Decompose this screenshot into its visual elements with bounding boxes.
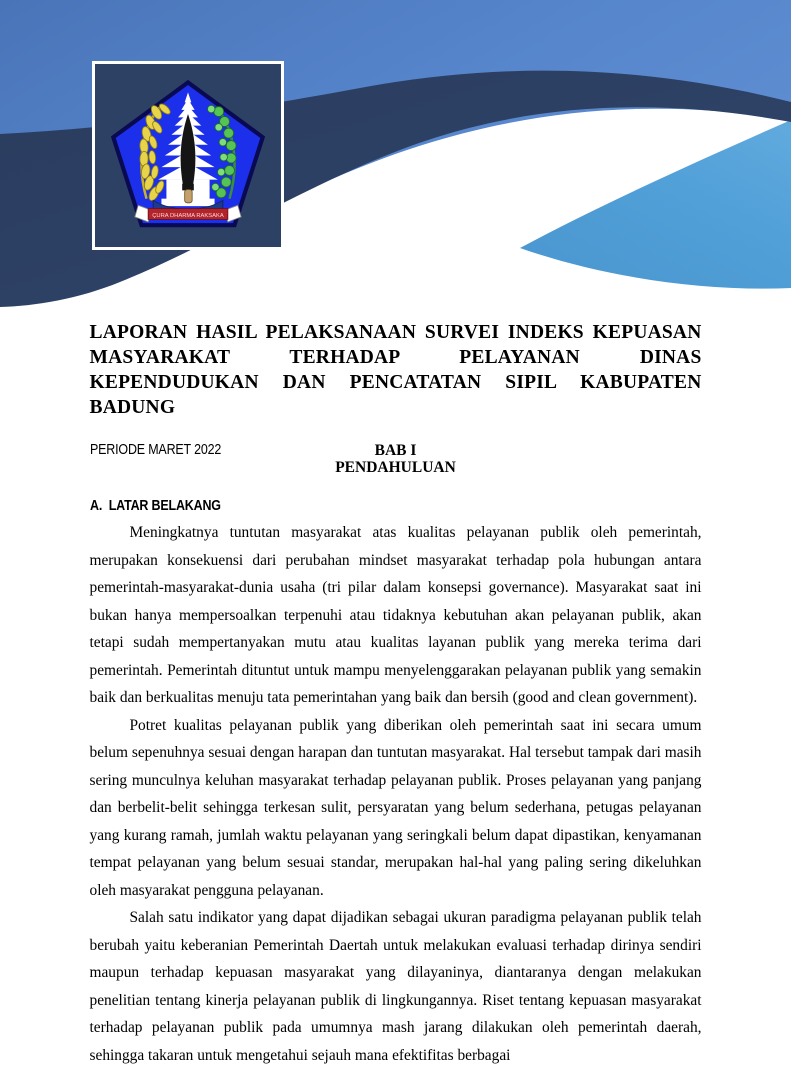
wave-layer-light (520, 120, 791, 289)
chapter-number: BAB I (374, 442, 417, 459)
emblem-frame (92, 61, 284, 250)
paragraph: Potret kualitas pelayanan publik yang diberikan oleh pemerintah saat ini secara umum belum sepenuhnya sesuai dengan harapan dan tuntutan masyarakat. Hal tersebut tampak dari masih sering munculnya keluhan masyarakat terhadap pelayanan publik. Proses pelayanan yang panjang dan berbelit-belit sehingga terkesan sulit, persyaratan yang belum sederhana, petugas pelayanan yang kurang ramah, jumlah waktu pelayanan yang seringkali belum dapat dipastikan, kenyamanan tempat pelayanan yang belum sesuai standar, merupakan hal-hal yang paling sering dikeluhkan oleh masyarakat pengguna pelayanan. (89, 716, 702, 899)
chapter-title: PENDAHULUAN (335, 459, 456, 476)
content-column (90, 320, 702, 1069)
period-label: PERIODE MARET 2022 (89, 442, 221, 458)
badung-regency-emblem-icon (105, 74, 271, 237)
document-body (0, 310, 791, 1069)
paragraph: Salah satu indikator yang dapat dijadikan sebagai ukuran paradigma pelayanan publik telah berubah yaitu keberanian Pemerintah Daertah untuk melakukan evaluasi terhadap dirinya sendiri maupun terhadap kepuasan masyarakat yang dilayaninya, diantaranya dengan melakukan penelitian tentang kinerja pelayanan publik di lingkungannya. Riset tentang kepuasan masyarakat terhadap pelayanan publik pada umumnya mash jarang dilakukan oleh pemerintah daerah, sehingga takaran untuk mengetahui sejauh mana efektifitas berbagai (89, 909, 702, 1064)
paragraph: Meningkatnya tuntutan masyarakat atas kualitas pelayanan publik oleh pemerintah, merupakan konsekuensi dari perubahan mindset masyarakat terhadap pola hubungan antara pemerintah-masyarakat-dunia usaha (tri pilar dalam konsepsi governance). Masyarakat saat ini bukan hanya mempersoalkan terpenuhi atau tidaknya kebutuhan akan pelayanan publik, akan tetapi sudah mempertanyakan mutu atau kualitas layanan publik yang mereka terima dari pemerintah. Pemerintah dituntut untuk mampu menyelenggarakan pelayanan publik yang semakin baik dan berkualitas menuju tata pemerintahan yang baik dan bersih (good and clean government). (89, 524, 702, 706)
emblem-motto-text: ÇURA DHARMA RAKSAKA (152, 212, 224, 219)
page-title: LAPORAN HASIL PELAKSANAAN SURVEI INDEKS KEPUASAN MASYARAKAT TERHADAP PELAYANAN DINAS KEPENDUDUKAN DAN PENCATATAN SIPIL KABUPATEN BADUNG (89, 322, 702, 418)
section-heading-latar-belakang: A. LATAR BELAKANG (89, 498, 221, 514)
